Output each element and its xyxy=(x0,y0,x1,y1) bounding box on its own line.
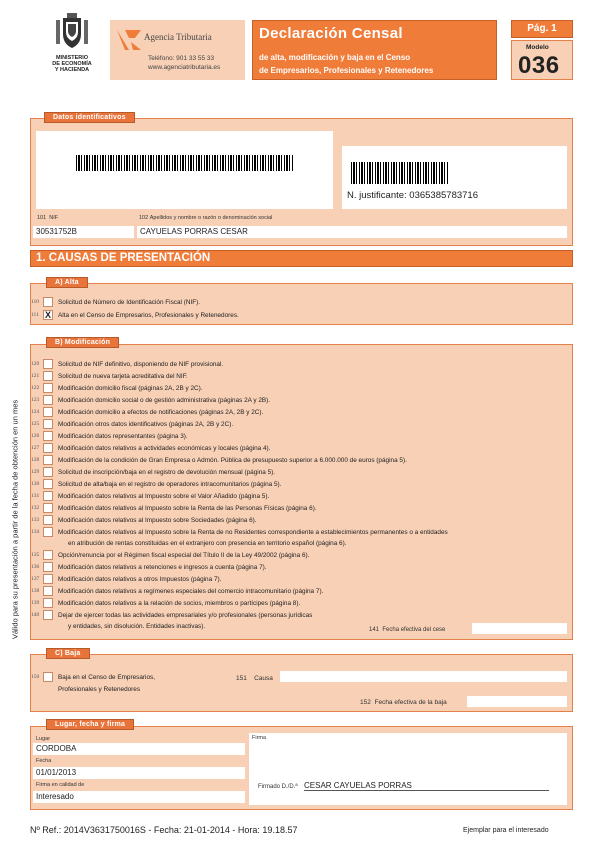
alta-111-checkbox[interactable]: X xyxy=(44,310,51,320)
fecha-label: Fecha xyxy=(36,758,52,764)
modificacion-131-checkbox[interactable] xyxy=(43,491,53,501)
item-code: 136 xyxy=(31,564,40,570)
item-label: Modificación datos relativos a actividades económicas y locales (página 4). xyxy=(58,445,271,452)
justificante-box xyxy=(342,146,567,209)
item-label: Modificación de la condición de Gran Empresa o Admón. Pública de presupuesto superior a 6.000.000 de euros (página 5). xyxy=(58,457,407,464)
item-label: Modificación domicilio fiscal (páginas 2A, 2B y 2C). xyxy=(58,385,203,392)
item-code: 138 xyxy=(31,588,40,594)
modificacion-139-checkbox[interactable] xyxy=(43,598,53,608)
item-code: 129 xyxy=(31,469,40,475)
item-label: Modificación domicilio social o de gestión administrativa (páginas 2A y 2B). xyxy=(58,397,271,404)
modificacion-124-checkbox[interactable] xyxy=(43,407,53,417)
item-label: Modificación otros datos identificativos (páginas 2A, 2B y 2C). xyxy=(58,421,234,428)
modificacion-133-checkbox[interactable] xyxy=(43,515,53,525)
item-code: 127 xyxy=(31,445,40,451)
item-code: 134 xyxy=(31,529,40,535)
fecha-cese-field[interactable] xyxy=(472,623,567,634)
item-code: 135 xyxy=(31,552,40,558)
baja-title: C) Baja xyxy=(46,648,90,659)
modificacion-128-checkbox[interactable] xyxy=(43,455,53,465)
firma-title: Lugar, fecha y firma xyxy=(46,719,134,730)
lugar-label: Lugar xyxy=(36,736,51,742)
agency-logo-icon xyxy=(115,28,143,52)
firma-label: Firma xyxy=(252,735,267,741)
item-label: Modificación datos relativos al Impuesto sobre la Renta de no Residentes correspondiente a establecimientos permanentes o a entidades xyxy=(58,529,448,536)
item-label: Modificación datos representantes (página 3). xyxy=(58,433,188,440)
page-title: Declaración Censal xyxy=(259,25,403,42)
page-subtitle-2: de Empresarios, Profesionales y Retenedores xyxy=(259,66,434,75)
agency-name: Agencia Tributaria xyxy=(144,32,212,42)
fecha-cese-label: 141 Fecha efectiva del cese xyxy=(369,627,446,633)
item-label-continued: y entidades, sin disolución. Entidades inactivas). xyxy=(68,623,206,630)
causa-field[interactable] xyxy=(280,671,567,682)
model-label: Modelo xyxy=(526,44,549,51)
modificacion-130-checkbox[interactable] xyxy=(43,479,53,489)
alta-110-checkbox[interactable] xyxy=(43,297,53,307)
footer-copy-note: Ejemplar para el interesado xyxy=(463,827,549,834)
modificacion-129-checkbox[interactable] xyxy=(43,467,53,477)
item-label: Modificación datos relativos al Impuesto sobre el Valor Añadido (página 5). xyxy=(58,493,270,500)
item-label-continued: en atribución de rentas constituidas en el extranjero con presencia en territorio español (página 6). xyxy=(68,540,347,547)
modificacion-140-checkbox[interactable] xyxy=(43,610,53,620)
item-code: 125 xyxy=(31,421,40,427)
item-label: Modificación datos relativos al Impuesto sobre Sociedades (página 6). xyxy=(58,517,257,524)
model-box xyxy=(511,40,573,80)
name-field[interactable]: CAYUELAS PORRAS CESAR xyxy=(137,226,567,238)
causas-banner xyxy=(30,250,573,267)
item-code: 121 xyxy=(31,373,40,379)
modificacion-126-checkbox[interactable] xyxy=(43,431,53,441)
modificacion-120-checkbox[interactable] xyxy=(43,359,53,369)
alta-title: A) Alta xyxy=(46,277,88,288)
item-code: 137 xyxy=(31,576,40,582)
item-code: 133 xyxy=(31,517,40,523)
item-code: 122 xyxy=(31,385,40,391)
ministry-name: MINISTERIO DE ECONOMÍA Y HACIENDA xyxy=(52,55,92,73)
justificante-barcode-image xyxy=(351,162,448,184)
datos-identificativos-title: Datos identificativos xyxy=(44,112,135,123)
item-label: Opción/renuncia por el Régimen fiscal especial del Título II de la Ley 49/2002 (página 6). xyxy=(58,552,310,559)
calidad-label: Firma en calidad de xyxy=(36,782,85,788)
item-label: Modificación datos relativos a retenciones e ingresos a cuenta (página 7). xyxy=(58,564,267,571)
modificacion-135-checkbox[interactable] xyxy=(43,550,53,560)
modificacion-122-checkbox[interactable] xyxy=(43,383,53,393)
firmado-label: Firmado D./D.ª xyxy=(258,784,298,790)
coat-of-arms-logo xyxy=(55,12,89,52)
signature-box xyxy=(249,733,567,805)
item-code: 140 xyxy=(31,612,40,618)
firmado-value: CESAR CAYUELAS PORRAS xyxy=(304,781,549,791)
item-label: Modificación datos relativos a la relación de socios, miembros o partícipes (página 8). xyxy=(58,600,301,607)
validity-side-note: Válido para su presentación a partir de la fecha de obtención en un mes xyxy=(10,399,20,640)
fecha-field[interactable]: 01/01/2013 xyxy=(33,767,245,779)
modificacion-title: B) Modificación xyxy=(46,337,119,348)
title-box xyxy=(252,20,497,80)
modificacion-132-checkbox[interactable] xyxy=(43,503,53,513)
modificacion-123-checkbox[interactable] xyxy=(43,395,53,405)
nif-field[interactable]: 30531752B xyxy=(33,226,134,238)
fecha-baja-field[interactable] xyxy=(467,696,567,707)
item-label: Modificación domicilio a efectos de notificaciones (páginas 2A, 2B y 2C). xyxy=(58,409,264,416)
modificacion-137-checkbox[interactable] xyxy=(43,574,53,584)
fecha-baja-label: 152 Fecha efectiva de la baja xyxy=(360,699,447,706)
nif-label: 101 NIF xyxy=(37,215,59,221)
item-code: 130 xyxy=(31,481,40,487)
barcode-image xyxy=(76,155,294,171)
item-label: Modificación datos relativos a regímenes especiales del comercio intracomunitario (página 7). xyxy=(58,588,324,595)
item-code: 120 xyxy=(31,361,40,367)
modificacion-125-checkbox[interactable] xyxy=(43,419,53,429)
item-code: 139 xyxy=(31,600,40,606)
baja-150-checkbox[interactable] xyxy=(43,672,53,682)
item-label: Modificación datos relativos a otros Impuestos (página 7). xyxy=(58,576,222,583)
modificacion-136-checkbox[interactable] xyxy=(43,562,53,572)
item-label: Modificación datos relativos al Impuesto sobre la Renta de las Personas Físicas (página 6). xyxy=(58,505,317,512)
modificacion-138-checkbox[interactable] xyxy=(43,586,53,596)
item-code: 131 xyxy=(31,493,40,499)
item-label: Solicitud de NIF definitivo, disponiendo de NIF provisional. xyxy=(58,361,224,368)
causas-title: 1. CAUSAS DE PRESENTACIÓN xyxy=(36,252,211,264)
item-code: 126 xyxy=(31,433,40,439)
modificacion-134-checkbox[interactable] xyxy=(43,527,53,537)
item-code: 128 xyxy=(31,457,40,463)
agency-box xyxy=(110,20,245,80)
agency-phone: Teléfono: 901 33 55 33 xyxy=(148,55,215,62)
page-subtitle-1: de alta, modificación y baja en el Censo xyxy=(259,53,411,62)
modificacion-121-checkbox[interactable] xyxy=(43,371,53,381)
modificacion-127-checkbox[interactable] xyxy=(43,443,53,453)
item-code: 123 xyxy=(31,397,40,403)
item-code: 132 xyxy=(31,505,40,511)
causa-label: 151 Causa xyxy=(236,675,273,682)
agency-website: www.agenciatributaria.es xyxy=(148,64,221,71)
item-label: Dejar de ejercer todas las actividades empresariales y/o profesionales (personas jurídicas xyxy=(58,612,313,619)
model-number: 036 xyxy=(518,52,560,79)
name-label: 102 Apellidos y nombre o razón o denominación social xyxy=(139,215,273,221)
lugar-field[interactable]: CORDOBA xyxy=(33,743,245,755)
item-label: Solicitud de alta/baja en el registro de operadores intracomunitarios (página 5). xyxy=(58,481,282,488)
page-number-badge: Pág. 1 xyxy=(511,20,573,38)
barcode-box xyxy=(36,131,333,209)
item-code: 124 xyxy=(31,409,40,415)
justificante-number: N. justificante: 0365385783716 xyxy=(347,190,478,201)
calidad-field[interactable]: Interesado xyxy=(33,791,245,803)
item-label: Solicitud de nueva tarjeta acreditativa del NIF. xyxy=(58,373,188,380)
item-label: Solicitud de inscripción/baja en el registro de devolución mensual (página 5). xyxy=(58,469,276,476)
footer-reference: Nº Ref.: 2014V3631750016S - Fecha: 21-01-2014 - Hora: 19.18.57 xyxy=(30,825,298,835)
